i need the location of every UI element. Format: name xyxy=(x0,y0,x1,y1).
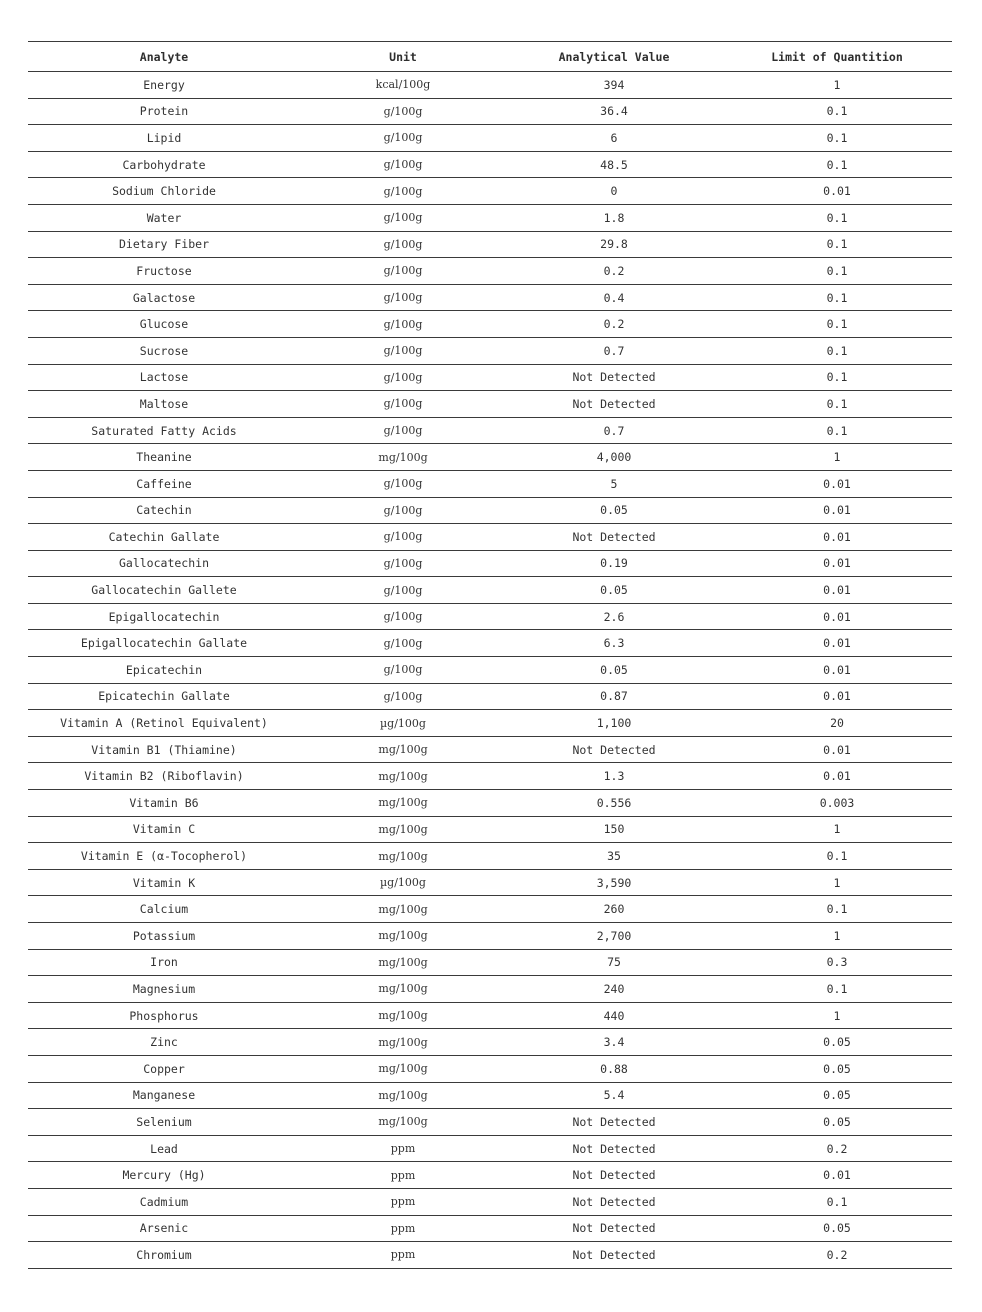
cell-analyte: Galactose xyxy=(28,284,300,311)
cell-unit: g/100g xyxy=(300,497,506,524)
cell-limit-of-quantition: 0.01 xyxy=(722,577,952,604)
table-row xyxy=(28,736,952,763)
cell-analytical-value: 6 xyxy=(506,125,722,152)
cell-unit: mg/100g xyxy=(300,843,506,870)
table-body xyxy=(28,72,952,1269)
table-row xyxy=(28,417,952,444)
header-limit-of-quantition: Limit of Quantition xyxy=(722,42,952,72)
cell-limit-of-quantition: 0.003 xyxy=(722,790,952,817)
cell-limit-of-quantition: 0.3 xyxy=(722,949,952,976)
cell-analyte: Arsenic xyxy=(28,1215,300,1242)
cell-analytical-value: 6.3 xyxy=(506,630,722,657)
cell-analyte: Fructose xyxy=(28,258,300,285)
table-row xyxy=(28,1188,952,1215)
cell-limit-of-quantition: 1 xyxy=(722,923,952,950)
cell-limit-of-quantition: 0.01 xyxy=(722,657,952,684)
table-row xyxy=(28,151,952,178)
table-row xyxy=(28,497,952,524)
table-row xyxy=(28,896,952,923)
cell-unit: kcal/100g xyxy=(300,72,506,99)
table-row xyxy=(28,284,952,311)
cell-limit-of-quantition: 0.1 xyxy=(722,98,952,125)
cell-analyte: Vitamin E (α-Tocopherol) xyxy=(28,843,300,870)
cell-analytical-value: Not Detected xyxy=(506,1188,722,1215)
table-row xyxy=(28,1162,952,1189)
cell-analytical-value: 75 xyxy=(506,949,722,976)
cell-analytical-value: 5 xyxy=(506,470,722,497)
header-unit: Unit xyxy=(300,42,506,72)
cell-analytical-value: 0.2 xyxy=(506,311,722,338)
cell-limit-of-quantition: 0.1 xyxy=(722,204,952,231)
cell-analyte: Vitamin B6 xyxy=(28,790,300,817)
cell-unit: µg/100g xyxy=(300,869,506,896)
table-row xyxy=(28,337,952,364)
table-row xyxy=(28,550,952,577)
cell-unit: mg/100g xyxy=(300,949,506,976)
cell-analyte: Catechin Gallate xyxy=(28,524,300,551)
cell-analytical-value: 3.4 xyxy=(506,1029,722,1056)
cell-analytical-value: 260 xyxy=(506,896,722,923)
cell-analyte: Zinc xyxy=(28,1029,300,1056)
cell-analytical-value: Not Detected xyxy=(506,524,722,551)
cell-limit-of-quantition: 0.1 xyxy=(722,1188,952,1215)
cell-unit: g/100g xyxy=(300,657,506,684)
cell-analytical-value: 440 xyxy=(506,1002,722,1029)
cell-unit: g/100g xyxy=(300,391,506,418)
cell-analyte: Gallocatechin Gallete xyxy=(28,577,300,604)
cell-unit: mg/100g xyxy=(300,1109,506,1136)
table-row xyxy=(28,603,952,630)
cell-unit: ppm xyxy=(300,1135,506,1162)
table-row xyxy=(28,763,952,790)
cell-unit: g/100g xyxy=(300,683,506,710)
cell-limit-of-quantition: 20 xyxy=(722,710,952,737)
cell-analyte: Sodium Chloride xyxy=(28,178,300,205)
cell-limit-of-quantition: 0.01 xyxy=(722,550,952,577)
cell-unit: g/100g xyxy=(300,98,506,125)
cell-analyte: Lead xyxy=(28,1135,300,1162)
cell-analytical-value: 35 xyxy=(506,843,722,870)
cell-limit-of-quantition: 0.1 xyxy=(722,843,952,870)
cell-analytical-value: 0.7 xyxy=(506,337,722,364)
table-row xyxy=(28,391,952,418)
cell-unit: mg/100g xyxy=(300,923,506,950)
cell-limit-of-quantition: 0.1 xyxy=(722,311,952,338)
cell-analyte: Water xyxy=(28,204,300,231)
cell-unit: mg/100g xyxy=(300,444,506,471)
table-row xyxy=(28,364,952,391)
cell-analyte: Magnesium xyxy=(28,976,300,1003)
table-row xyxy=(28,72,952,99)
cell-unit: mg/100g xyxy=(300,736,506,763)
cell-unit: mg/100g xyxy=(300,1002,506,1029)
cell-analyte: Copper xyxy=(28,1055,300,1082)
cell-limit-of-quantition: 0.05 xyxy=(722,1109,952,1136)
cell-analytical-value: 3,590 xyxy=(506,869,722,896)
table-row xyxy=(28,843,952,870)
cell-limit-of-quantition: 0.01 xyxy=(722,763,952,790)
cell-unit: g/100g xyxy=(300,550,506,577)
cell-unit: mg/100g xyxy=(300,790,506,817)
table-row xyxy=(28,1135,952,1162)
cell-unit: g/100g xyxy=(300,284,506,311)
cell-analytical-value: 1.3 xyxy=(506,763,722,790)
table-row xyxy=(28,231,952,258)
header-analytical-value: Analytical Value xyxy=(506,42,722,72)
cell-limit-of-quantition: 1 xyxy=(722,72,952,99)
cell-unit: g/100g xyxy=(300,417,506,444)
table-row xyxy=(28,657,952,684)
cell-analytical-value: 1,100 xyxy=(506,710,722,737)
cell-limit-of-quantition: 1 xyxy=(722,869,952,896)
cell-limit-of-quantition: 0.05 xyxy=(722,1029,952,1056)
cell-unit: mg/100g xyxy=(300,1082,506,1109)
cell-analytical-value: 5.4 xyxy=(506,1082,722,1109)
cell-analyte: Phosphorus xyxy=(28,1002,300,1029)
cell-limit-of-quantition: 0.1 xyxy=(722,337,952,364)
cell-unit: g/100g xyxy=(300,204,506,231)
header-analyte: Analyte xyxy=(28,42,300,72)
cell-analytical-value: 4,000 xyxy=(506,444,722,471)
table-row xyxy=(28,98,952,125)
cell-analytical-value: Not Detected xyxy=(506,1242,722,1269)
cell-limit-of-quantition: 0.1 xyxy=(722,231,952,258)
table-row xyxy=(28,1055,952,1082)
cell-unit: g/100g xyxy=(300,337,506,364)
cell-analyte: Calcium xyxy=(28,896,300,923)
cell-analyte: Maltose xyxy=(28,391,300,418)
cell-analyte: Lactose xyxy=(28,364,300,391)
cell-analytical-value: Not Detected xyxy=(506,736,722,763)
cell-analyte: Potassium xyxy=(28,923,300,950)
cell-unit: ppm xyxy=(300,1215,506,1242)
cell-analytical-value: 0.556 xyxy=(506,790,722,817)
table-row xyxy=(28,630,952,657)
cell-limit-of-quantition: 0.05 xyxy=(722,1055,952,1082)
cell-analyte: Lipid xyxy=(28,125,300,152)
cell-analyte: Selenium xyxy=(28,1109,300,1136)
table-row xyxy=(28,949,952,976)
cell-limit-of-quantition: 0.01 xyxy=(722,683,952,710)
cell-analyte: Energy xyxy=(28,72,300,99)
cell-analyte: Catechin xyxy=(28,497,300,524)
cell-analyte: Epicatechin xyxy=(28,657,300,684)
cell-analytical-value: 394 xyxy=(506,72,722,99)
table-row xyxy=(28,1082,952,1109)
cell-unit: g/100g xyxy=(300,151,506,178)
cell-analytical-value: 0.87 xyxy=(506,683,722,710)
cell-analytical-value: 48.5 xyxy=(506,151,722,178)
cell-analytical-value: 0.05 xyxy=(506,577,722,604)
cell-unit: g/100g xyxy=(300,258,506,285)
cell-analytical-value: Not Detected xyxy=(506,1215,722,1242)
cell-analyte: Sucrose xyxy=(28,337,300,364)
table-row xyxy=(28,976,952,1003)
cell-unit: mg/100g xyxy=(300,763,506,790)
table-row xyxy=(28,790,952,817)
cell-analytical-value: 2.6 xyxy=(506,603,722,630)
cell-analyte: Protein xyxy=(28,98,300,125)
table-row xyxy=(28,204,952,231)
cell-analytical-value: 1.8 xyxy=(506,204,722,231)
cell-analyte: Cadmium xyxy=(28,1188,300,1215)
analysis-report-sheet xyxy=(28,41,952,1269)
table-row xyxy=(28,1215,952,1242)
cell-limit-of-quantition: 0.1 xyxy=(722,896,952,923)
cell-unit: g/100g xyxy=(300,470,506,497)
cell-analyte: Epigallocatechin xyxy=(28,603,300,630)
cell-unit: mg/100g xyxy=(300,976,506,1003)
cell-limit-of-quantition: 0.1 xyxy=(722,151,952,178)
cell-analyte: Vitamin K xyxy=(28,869,300,896)
table-row xyxy=(28,524,952,551)
cell-analyte: Vitamin C xyxy=(28,816,300,843)
cell-unit: mg/100g xyxy=(300,1055,506,1082)
cell-limit-of-quantition: 0.1 xyxy=(722,391,952,418)
cell-limit-of-quantition: 0.01 xyxy=(722,736,952,763)
table-row xyxy=(28,577,952,604)
cell-unit: g/100g xyxy=(300,311,506,338)
table-row xyxy=(28,470,952,497)
cell-analytical-value: 0.88 xyxy=(506,1055,722,1082)
cell-analyte: Dietary Fiber xyxy=(28,231,300,258)
cell-analytical-value: Not Detected xyxy=(506,1109,722,1136)
cell-unit: g/100g xyxy=(300,178,506,205)
cell-analyte: Vitamin A (Retinol Equivalent) xyxy=(28,710,300,737)
cell-analytical-value: 240 xyxy=(506,976,722,1003)
table-row xyxy=(28,1242,952,1269)
cell-limit-of-quantition: 0.01 xyxy=(722,630,952,657)
cell-unit: ppm xyxy=(300,1188,506,1215)
cell-analyte: Epicatechin Gallate xyxy=(28,683,300,710)
cell-analytical-value: 36.4 xyxy=(506,98,722,125)
cell-limit-of-quantition: 0.01 xyxy=(722,178,952,205)
cell-analytical-value: Not Detected xyxy=(506,1135,722,1162)
cell-analyte: Gallocatechin xyxy=(28,550,300,577)
analysis-results-table xyxy=(28,41,952,1269)
cell-analytical-value: 0.4 xyxy=(506,284,722,311)
cell-unit: µg/100g xyxy=(300,710,506,737)
cell-analytical-value: 0.2 xyxy=(506,258,722,285)
header-row xyxy=(28,42,952,72)
cell-unit: ppm xyxy=(300,1242,506,1269)
cell-limit-of-quantition: 0.05 xyxy=(722,1215,952,1242)
cell-unit: ppm xyxy=(300,1162,506,1189)
cell-limit-of-quantition: 0.01 xyxy=(722,603,952,630)
cell-analyte: Theanine xyxy=(28,444,300,471)
cell-analytical-value: Not Detected xyxy=(506,364,722,391)
cell-limit-of-quantition: 0.1 xyxy=(722,258,952,285)
cell-limit-of-quantition: 0.1 xyxy=(722,976,952,1003)
cell-limit-of-quantition: 0.01 xyxy=(722,524,952,551)
cell-limit-of-quantition: 1 xyxy=(722,1002,952,1029)
cell-limit-of-quantition: 0.05 xyxy=(722,1082,952,1109)
cell-analyte: Vitamin B1 (Thiamine) xyxy=(28,736,300,763)
cell-unit: g/100g xyxy=(300,231,506,258)
cell-analyte: Chromium xyxy=(28,1242,300,1269)
cell-limit-of-quantition: 0.1 xyxy=(722,417,952,444)
table-header xyxy=(28,42,952,72)
cell-analytical-value: 0.05 xyxy=(506,657,722,684)
table-row xyxy=(28,444,952,471)
cell-analyte: Saturated Fatty Acids xyxy=(28,417,300,444)
table-row xyxy=(28,869,952,896)
cell-unit: g/100g xyxy=(300,577,506,604)
cell-limit-of-quantition: 0.2 xyxy=(722,1242,952,1269)
cell-limit-of-quantition: 0.1 xyxy=(722,125,952,152)
cell-limit-of-quantition: 0.01 xyxy=(722,1162,952,1189)
cell-analytical-value: 150 xyxy=(506,816,722,843)
cell-unit: g/100g xyxy=(300,603,506,630)
cell-analytical-value: 0 xyxy=(506,178,722,205)
table-row xyxy=(28,1109,952,1136)
cell-analyte: Epigallocatechin Gallate xyxy=(28,630,300,657)
cell-unit: mg/100g xyxy=(300,1029,506,1056)
cell-analyte: Glucose xyxy=(28,311,300,338)
cell-analytical-value: Not Detected xyxy=(506,391,722,418)
table-row xyxy=(28,311,952,338)
table-row xyxy=(28,816,952,843)
cell-analytical-value: 0.7 xyxy=(506,417,722,444)
cell-unit: g/100g xyxy=(300,630,506,657)
table-row xyxy=(28,258,952,285)
cell-analytical-value: 0.05 xyxy=(506,497,722,524)
cell-analyte: Iron xyxy=(28,949,300,976)
cell-unit: g/100g xyxy=(300,524,506,551)
cell-analyte: Carbohydrate xyxy=(28,151,300,178)
cell-analyte: Mercury (Hg) xyxy=(28,1162,300,1189)
table-row xyxy=(28,710,952,737)
cell-limit-of-quantition: 1 xyxy=(722,816,952,843)
table-row xyxy=(28,923,952,950)
cell-limit-of-quantition: 0.2 xyxy=(722,1135,952,1162)
cell-analytical-value: 0.19 xyxy=(506,550,722,577)
cell-limit-of-quantition: 0.1 xyxy=(722,364,952,391)
cell-unit: mg/100g xyxy=(300,816,506,843)
cell-unit: g/100g xyxy=(300,125,506,152)
cell-analytical-value: Not Detected xyxy=(506,1162,722,1189)
table-row xyxy=(28,178,952,205)
cell-analyte: Caffeine xyxy=(28,470,300,497)
cell-limit-of-quantition: 1 xyxy=(722,444,952,471)
cell-limit-of-quantition: 0.1 xyxy=(722,284,952,311)
cell-limit-of-quantition: 0.01 xyxy=(722,470,952,497)
cell-analytical-value: 29.8 xyxy=(506,231,722,258)
cell-unit: g/100g xyxy=(300,364,506,391)
cell-analyte: Vitamin B2 (Riboflavin) xyxy=(28,763,300,790)
table-row xyxy=(28,1029,952,1056)
table-row xyxy=(28,125,952,152)
table-row xyxy=(28,683,952,710)
cell-analyte: Manganese xyxy=(28,1082,300,1109)
cell-limit-of-quantition: 0.01 xyxy=(722,497,952,524)
table-row xyxy=(28,1002,952,1029)
cell-analytical-value: 2,700 xyxy=(506,923,722,950)
cell-unit: mg/100g xyxy=(300,896,506,923)
